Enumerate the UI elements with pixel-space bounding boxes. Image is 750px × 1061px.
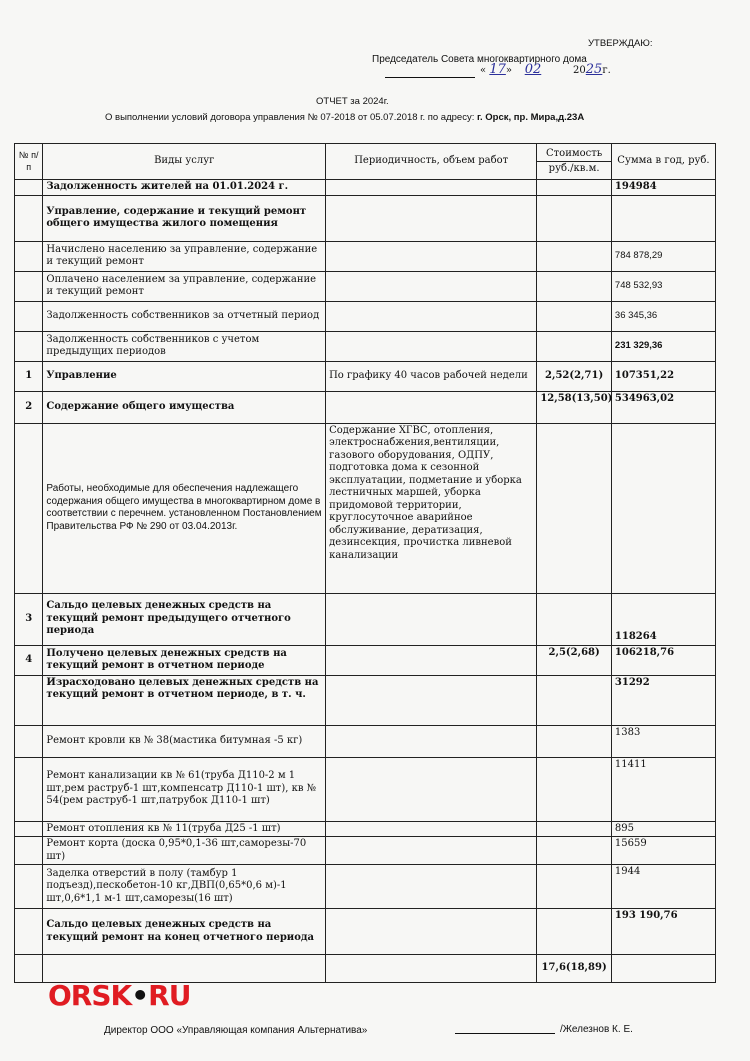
table-cell [326,675,537,725]
table-cell [537,423,612,593]
signature-line [385,77,475,78]
chair-label: Председатель Совета многоквартирного дома [372,54,587,65]
table-cell: 118264 [611,593,715,645]
table-cell: 15659 [611,837,715,865]
table-cell [611,423,715,593]
table-cell [326,180,537,196]
approve-label: УТВЕРЖДАЮ: [588,38,653,49]
table-cell: Заделка отверстий в полу (тамбур 1 подъезд),пескобетон-10 кг,ДВП(0,65*0,6 м)-1 шт,0,6*1,1 м-1 шт,саморезы(16 шт) [43,865,326,909]
director-label: Директор ООО «Управляющая компания Альтернатива» [104,1025,368,1036]
table-cell: Ремонт корта (доска 0,95*0,1-36 шт,саморезы-70 шт) [43,837,326,865]
table-row [15,645,716,675]
table-cell [537,241,612,271]
table-cell [326,593,537,645]
table-row [15,361,716,391]
table-cell: 784 878,29 [611,241,715,271]
table-cell [15,821,43,837]
table-row [15,725,716,757]
table-cell: 2 [15,391,43,423]
table-cell [326,301,537,331]
table-cell [537,593,612,645]
table-row [15,391,716,423]
table-cell [15,271,43,301]
table-cell: Задолженность собственников за отчетный период [43,301,326,331]
table-cell [326,757,537,821]
date-year: 25 [585,62,603,77]
table-cell: Содержание общего имущества [43,391,326,423]
table-cell [326,271,537,301]
col-service-header: Виды услуг [43,144,326,180]
table-cell: 534963,02 [611,391,715,423]
table-cell: Задолженность жителей на 01.01.2024 г. [43,180,326,196]
table-row [15,909,716,955]
table-row [15,675,716,725]
date-month: 02 [524,62,542,77]
table-cell: 748 532,93 [611,271,715,301]
table-cell: Ремонт отопления кв № 11(труба Д25 -1 шт) [43,821,326,837]
table-cell: Задолженность собственников с учетом предыдущих периодов [43,331,326,361]
table-cell: Содержание ХГВС, отопления, электроснабжения,вентиляции, газового оборудования, ОДПУ, подготовка дома к сезонной эксплуатации, подметание и уборка лестничных маршей, уборка придомовой территории, круглосуточное аварийное обслуживание, дератизация, дезинсекция, прочистка ливневой канализации [326,423,537,593]
table-cell [15,757,43,821]
table-cell [326,241,537,271]
table-cell [537,271,612,301]
table-cell: Израсходовано целевых денежных средств на текущий ремонт в отчетном периоде, в т. ч. [43,675,326,725]
table-cell: 17,6(18,89) [537,955,612,983]
table-cell [326,837,537,865]
table-cell [611,195,715,241]
col-cost-header: Стоимость руб./кв.м. [537,144,612,180]
table-cell: 106218,76 [611,645,715,675]
table-cell: По графику 40 часов рабочей недели [326,361,537,391]
table-row [15,271,716,301]
table-cell [15,725,43,757]
table-cell: Управление, содержание и текущий ремонт общего имущества жилого помещения [43,195,326,241]
table-row [15,821,716,837]
table-cell: Сальдо целевых денежных средств на текущий ремонт предыдущего отчетного периода [43,593,326,645]
director-signature-line [455,1033,555,1034]
table-cell [537,675,612,725]
report-title: ОТЧЕТ за 2024г. [316,96,389,107]
table-cell [326,909,537,955]
table-cell: 1383 [611,725,715,757]
contract-line: О выполнении условий договора управления № 07-2018 от 05.07.2018 г. по адресу: г. Орск, пр. Мира,д.23А [105,112,585,123]
table-cell: Работы, необходимые для обеспечения надлежащего содержания общего имущества в многоквартирном доме в соответствии с перечнем. установленном Постановлением Правительства РФ № 290 от 03.04.2013г. [43,423,326,593]
table-cell: 1944 [611,865,715,909]
date-day: 17 [489,62,506,77]
table-row [15,865,716,909]
table-cell [326,955,537,983]
table-cell [537,195,612,241]
table-cell [326,391,537,423]
table-cell: 231 329,36 [611,331,715,361]
table-cell: 193 190,76 [611,909,715,955]
table-cell [537,331,612,361]
approval-date: « 17» 02 2025г. [480,62,611,77]
table-cell [15,837,43,865]
col-num-header: № п/п [15,144,43,180]
table-cell [537,757,612,821]
table-cell [326,725,537,757]
table-cell: Сальдо целевых денежных средств на текущий ремонт на конец отчетного периода [43,909,326,955]
table-cell [15,241,43,271]
table-cell [326,821,537,837]
table-cell: 3 [15,593,43,645]
table-cell: Получено целевых денежных средств на текущий ремонт в отчетном периоде [43,645,326,675]
table-cell: Управление [43,361,326,391]
table-row [15,593,716,645]
table-cell: 2,52(2,71) [537,361,612,391]
table-cell [15,675,43,725]
table-cell [15,423,43,593]
director-name: /Железнов К. Е. [560,1024,633,1035]
table-cell [326,195,537,241]
table-cell [537,180,612,196]
table-cell: 12,58(13,50) [537,391,612,423]
table-cell [15,865,43,909]
table-cell [611,955,715,983]
table-cell [537,301,612,331]
table-row [15,241,716,271]
table-cell [326,331,537,361]
table-cell [326,645,537,675]
table-cell: 11411 [611,757,715,821]
table-cell: 36 345,36 [611,301,715,331]
table-cell [537,821,612,837]
table-row [15,837,716,865]
table-cell: 4 [15,645,43,675]
table-row [15,195,716,241]
table-row [15,331,716,361]
table-row [15,423,716,593]
table-cell [15,331,43,361]
table-cell: Ремонт кровли кв № 38(мастика битумная -5 кг) [43,725,326,757]
table-cell [537,837,612,865]
table-header-row [15,144,716,180]
table-cell [326,865,537,909]
table-cell: 194984 [611,180,715,196]
report-table [14,143,716,983]
watermark-logo: ORSK•RU [48,979,191,1012]
table-cell [15,301,43,331]
col-period-header: Периодичность, объем работ [326,144,537,180]
table-row [15,301,716,331]
table-cell: Ремонт канализации кв № 61(труба Д110-2 м 1 шт,рем раструб-1 шт,компенсатр Д110-1 шт), кв № 54(рем раструб-1 шт,патрубок Д110-1 шт) [43,757,326,821]
table-cell: 895 [611,821,715,837]
table-row [15,180,716,196]
table-cell [15,909,43,955]
table-cell [537,865,612,909]
table-cell: Начислено населению за управление, содержание и текущий ремонт [43,241,326,271]
table-cell: 31292 [611,675,715,725]
table-cell [537,909,612,955]
table-cell: Оплачено населением за управление, содержание и текущий ремонт [43,271,326,301]
table-cell [537,725,612,757]
table-row [15,757,716,821]
table-cell [15,195,43,241]
table-cell [15,180,43,196]
table-cell [15,955,43,983]
address: г. Орск, пр. Мира,д.23А [476,112,585,123]
col-sum-header: Сумма в год, руб. [611,144,715,180]
table-cell: 107351,22 [611,361,715,391]
table-cell: 2,5(2,68) [537,645,612,675]
table-cell: 1 [15,361,43,391]
